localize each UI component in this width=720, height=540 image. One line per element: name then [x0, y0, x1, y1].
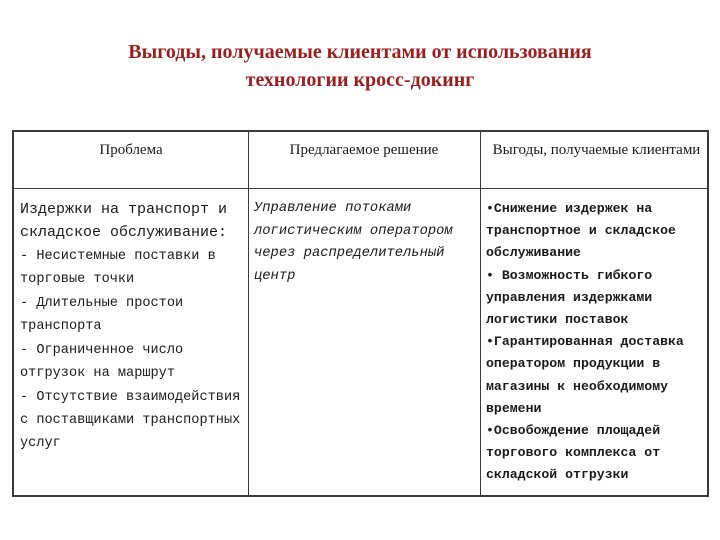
benefits-cell	[486, 198, 708, 487]
benefit-item: • Возможность гибкого управления издержками логистики поставок	[486, 267, 653, 328]
slide-title-line-1: Выгоды, получаемые клиентами от использования	[128, 41, 592, 63]
header-problem: Проблема	[99, 142, 163, 158]
header-divider	[14, 188, 707, 189]
benefit-item: •Снижение издержек на транспортное и складское обслуживание	[486, 201, 676, 261]
problem-intro: Издержки на транспорт и складское обслуживание:	[20, 201, 228, 241]
comparison-table	[12, 130, 709, 497]
slide-title	[0, 38, 720, 94]
header-solution: Предлагаемое решение	[289, 142, 439, 158]
slide-title-line-2: технологии кросс-докинг	[245, 69, 475, 91]
header-benefits: Выгоды, получаемые клиентами	[492, 142, 701, 158]
benefit-item: •Освобождение площадей торгового комплекса от складской отгрузки	[486, 423, 661, 483]
problem-item: - Отсутствие взаимодействия с поставщиками транспортных услуг	[20, 390, 241, 451]
problem-cell	[20, 198, 246, 455]
benefit-item: •Гарантированная доставка оператором продукции в магазины к необходимому времени	[486, 334, 684, 416]
problem-item: - Несистемные поставки в торговые точки	[20, 249, 216, 287]
solution-cell: Управление потоками логистическим оператором через распределительный центр	[254, 201, 453, 284]
problem-item: - Длительные простои транспорта	[20, 296, 184, 334]
problem-item: - Ограниченное число отгрузок на маршрут	[20, 343, 184, 381]
